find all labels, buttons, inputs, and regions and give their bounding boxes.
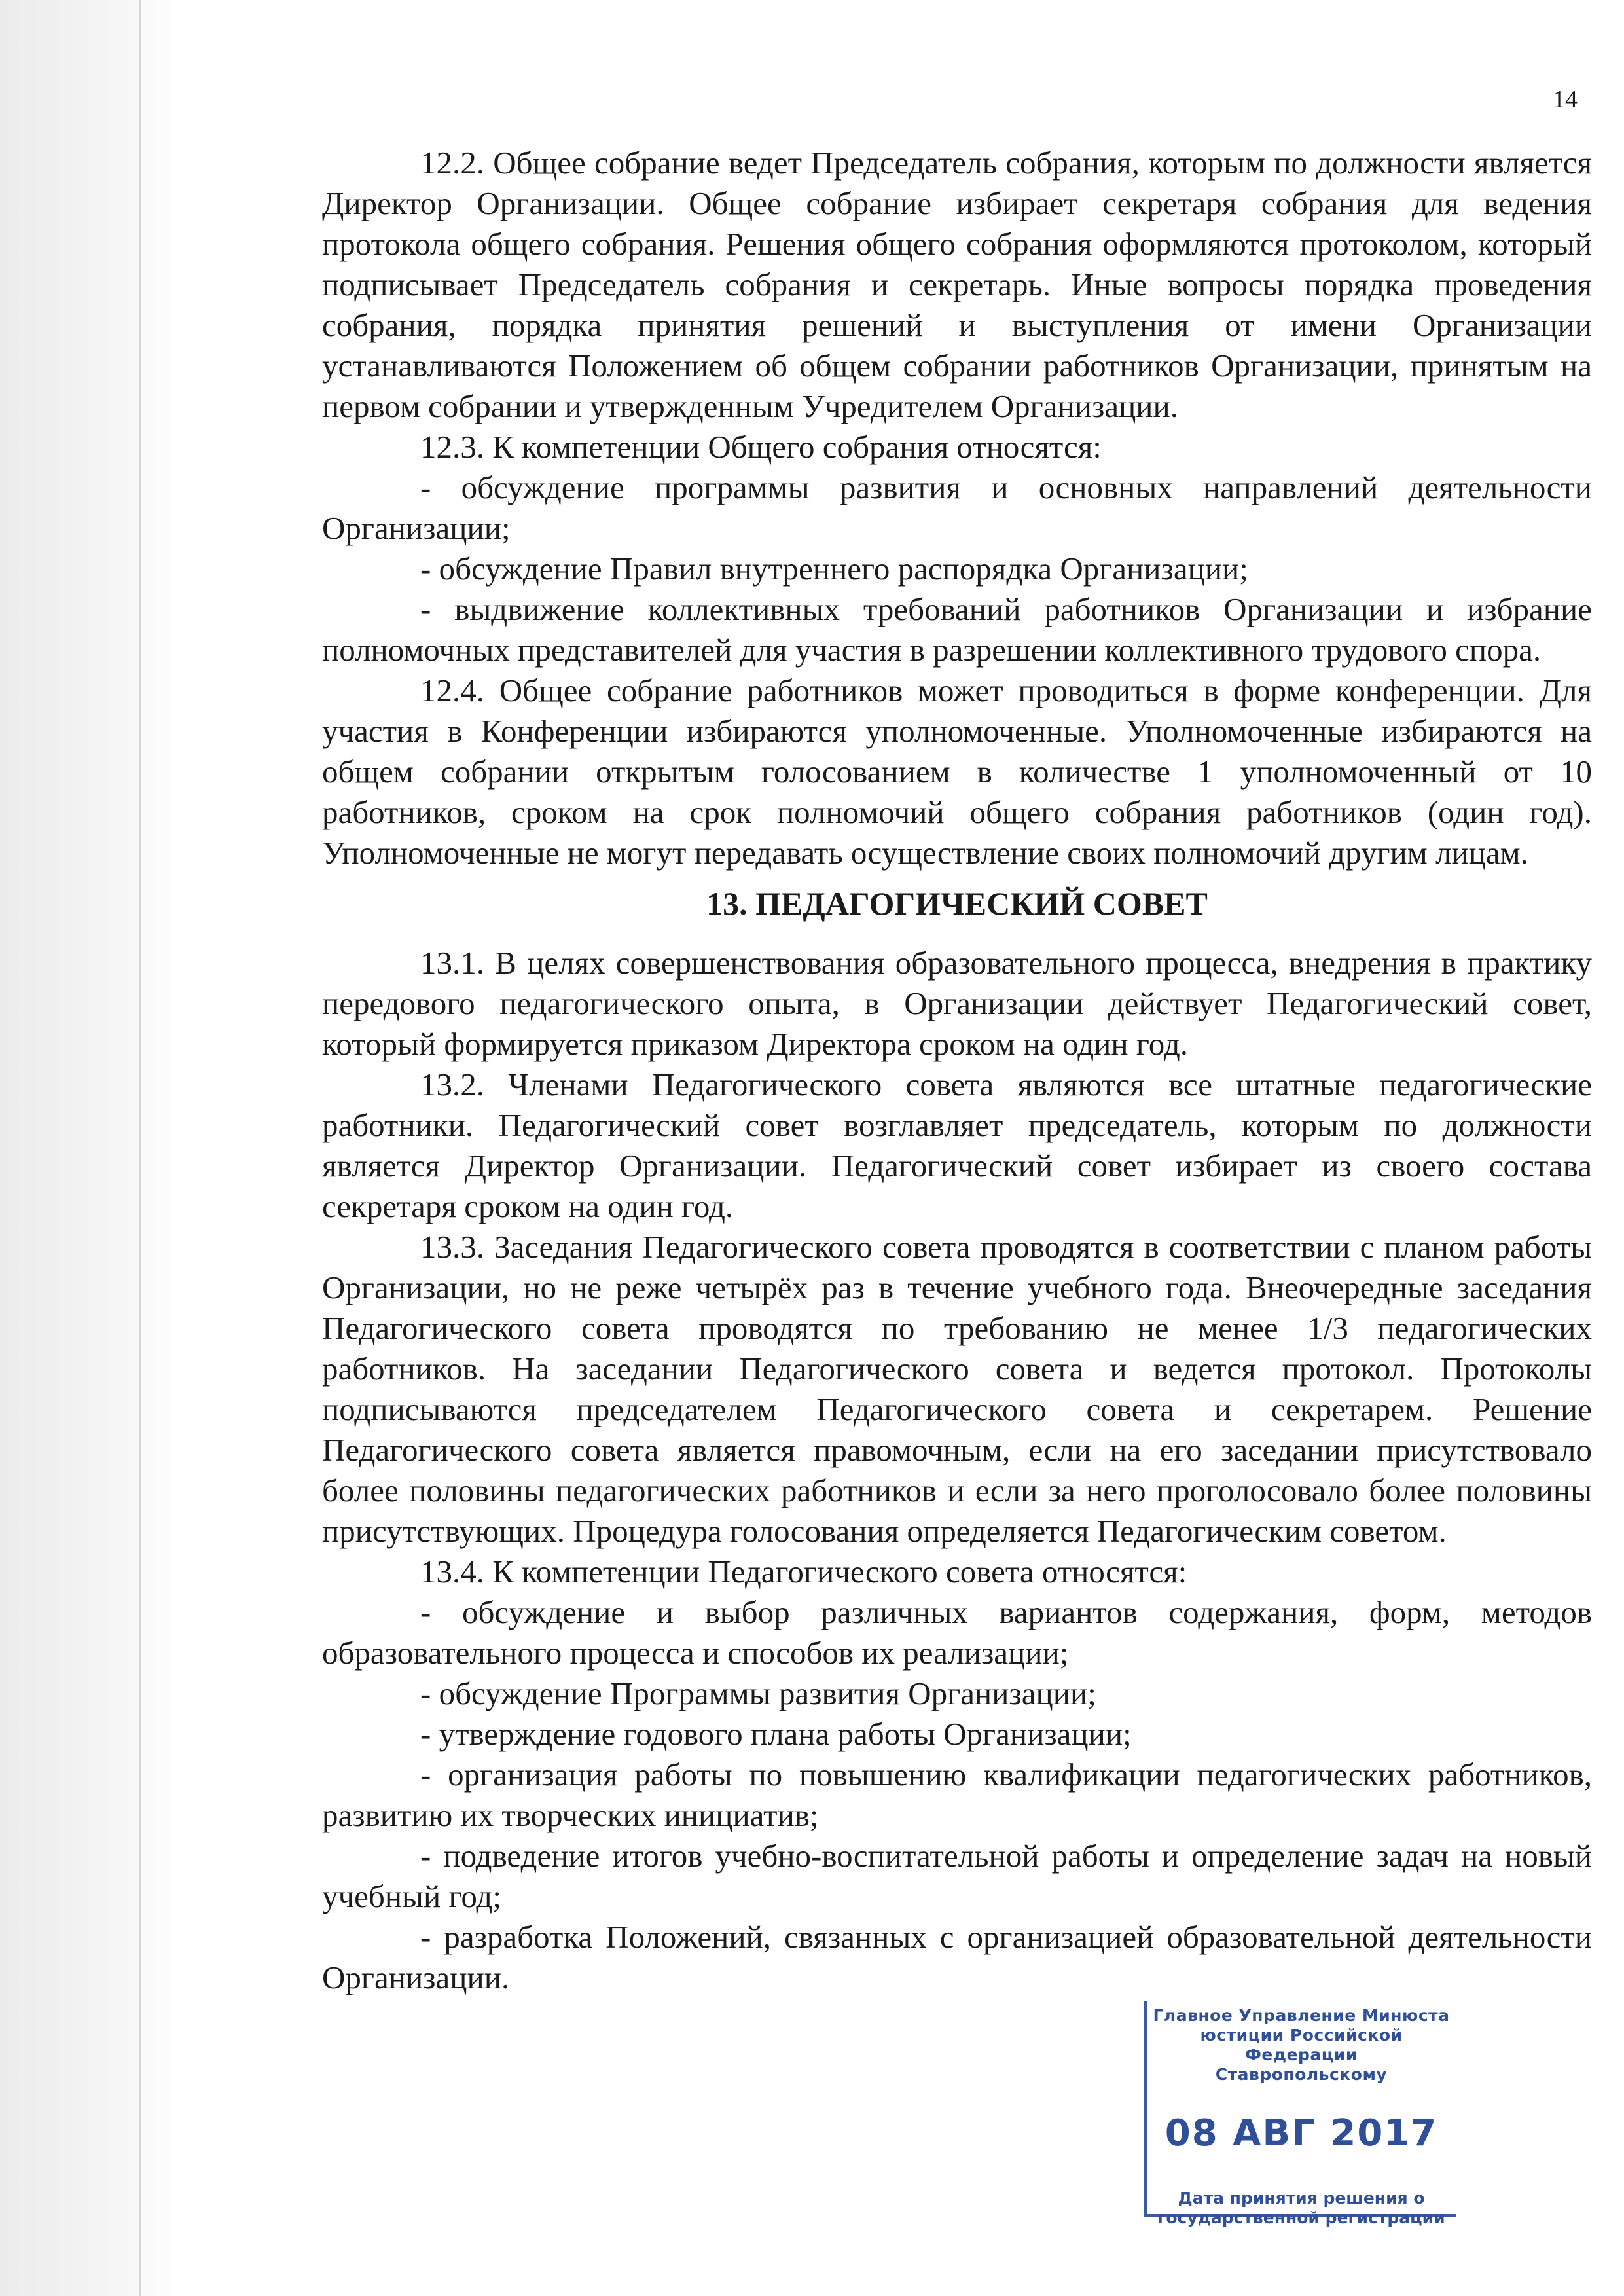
paragraph: - выдвижение коллективных требований работников Организации и избрание полномочных представителей для участия в разрешении коллективного трудового спора. [322,591,1592,668]
paragraph: - обсуждение Правил внутреннего распорядка Организации; [420,551,1248,587]
paragraph: - обсуждение Программы развития Организации; [420,1675,1096,1711]
paragraph: 12.2. Общее собрание ведет Председатель собрания, которым по должности является Директор Организации. Общее собрание избирает секретаря собрания для ведения протокола общего собрания. Решения общего собрания оформляются протоколом, который подписывает Председатель собрания и секретарь. Иные вопросы порядка проведения собрания, порядка принятия решений и выступления от имени Организации устанавливаются Положением об общем собрании работников Организации, принятым на первом собрании и утвержденным Учредителем Организации. [322,145,1592,424]
paragraph: 12.3. К компетенции Общего собрания относятся: [420,429,1102,465]
page-number: 14 [1553,86,1578,113]
paragraph: 12.4. Общее собрание работников может проводиться в форме конференции. Для участия в Конференции избираются уполномоченные. Уполномоченные избираются на общем собрании открытым голосованием в количестве 1 уполномоченный от 10 работников, сроком на срок полномочий общего собрания работников (один год). Уполномоченные не могут передавать осуществление своих полномочий другим лицам. [322,672,1592,871]
paragraph: - утверждение годового плана работы Организации; [420,1716,1132,1752]
scan-binding-shadow [0,0,170,2296]
scan-binding-edge [139,0,141,2296]
paragraph: - обсуждение и выбор различных вариантов содержания, форм, методов образовательного процесса и способов их реализации; [322,1594,1592,1671]
stamp-date: 08 АВГ 2017 [1164,2112,1438,2155]
stamp-organization: Главное Управление Минюста юстиции Российской Федерации Ставропольскому [1153,2006,1450,2084]
paragraph: - обсуждение программы развития и основных направлений деятельности Организации; [322,469,1592,546]
stamp-label: Дата принятия решения о государственной регистрации [1157,2189,1445,2227]
section-heading: 13. ПЕДАГОГИЧЕСКИЙ СОВЕТ [706,885,1208,922]
section-12-paragraphs [322,143,1592,873]
paragraph: 13.2. Членами Педагогического совета являются все штатные педагогические работники. Педагогический совет возглавляет председатель, которым по должности является Директор Организации. Педагогический совет избирает из своего состава секретаря сроком на один год. [322,1066,1592,1224]
paragraph: - разработка Положений, связанных с организацией образовательной деятельности Организации. [322,1919,1592,1995]
paragraph: - подведение итогов учебно-воспитательной работы и определение задач на новый учебный год; [322,1838,1592,1914]
section-13-paragraphs [322,943,1592,1998]
paragraph: 13.4. К компетенции Педагогического совета относятся: [420,1554,1187,1590]
registration-stamp [1144,2001,1456,2227]
paragraph: 13.1. В целях совершенствования образовательного процесса, внедрения в практику передового педагогического опыта, в Организации действует Педагогический совет, который формируется приказом Директора сроком на один год. [322,945,1592,1062]
document-body [322,143,1592,1998]
paragraph: 13.3. Заседания Педагогического совета проводятся в соответствии с планом работы Организации, но не реже четырёх раз в течение учебного года. Внеочередные заседания Педагогического совета проводятся по требованию не менее 1/3 педагогических работников. На заседании Педагогического совета и ведется протокол. Протоколы подписываются председателем Педагогического совета и секретарем. Решение Педагогического совета является правомочным, если на его заседании присутствовало более половины педагогических работников и если за него проголосовало более половины присутствующих. Процедура голосования определяется Педагогическим советом. [322,1229,1592,1549]
paragraph: - организация работы по повышению квалификации педагогических работников, развитию их творческих инициатив; [322,1757,1592,1833]
